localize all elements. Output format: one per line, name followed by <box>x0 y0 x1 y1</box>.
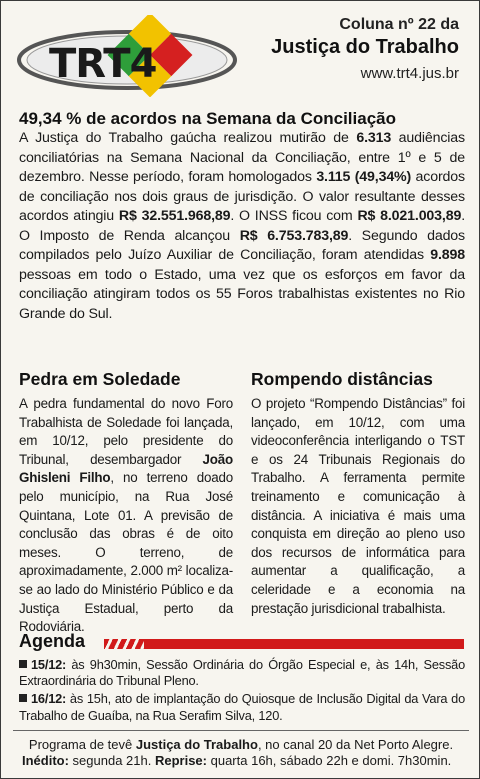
bullet-square-icon <box>19 694 27 702</box>
agenda-title: Agenda <box>19 631 86 651</box>
left-headline: Pedra em Soledade <box>19 369 181 389</box>
main-article <box>19 108 465 324</box>
left-body: A pedra fundamental do novo Foro Trabalhista de Soledade foi lançada, em 10/12, pelo presidente do Tribunal, desembargador João Ghisleni Filho, no terreno doado pelo município, na Rua José Quintana, Lote 01. A previsão de conclusão das obras é de oito meses. O terreno, de aproximadamente, 2.000 m² localiza-se ao lado do Ministério Público e da Justiça Estadual, perto da Rodoviária. <box>19 396 233 635</box>
main-body: A Justiça do Trabalho gaúcha realizou mutirão de 6.313 audiências conciliatórias na Semana Nacional da Conciliação, entre 1º e 5 de dezembro. Nesse período, foram homologados 3.115 (49,34%) acordos de conciliação nos dois graus de jurisdição. O valor resultante desses acordos atingiu R$ 32.551.968,89. O INSS ficou com R$ 8.021.003,89. O Imposto de Renda alcançou R$ 6.753.783,89. Segundo dados compilados pelo Juízo Auxiliar de Conciliação, foram atendidas 9.898 pessoas em todo o Estado, uma vez que os esforços em favor da conciliação atingiram todos os 55 Foros trabalhistas existentes no Rio Grande do Sul. <box>19 130 465 322</box>
column-title <box>271 15 459 85</box>
footer-line-1: Programa de tevê Justiça do Trabalho, no canal 20 da Net Porto Alegre. <box>28 737 454 752</box>
right-article <box>251 367 465 618</box>
column-name: Justiça do Trabalho <box>271 36 459 58</box>
right-body: O projeto “Rompendo Distâncias” foi lançado, em 10/12, com uma videoconferência interligando o TST e os 24 Tribunais Regionais do Trabalho. A ferramenta permite treinamento e comunicação à distância. A iniciativa é mais uma conquista em direção ao pleno uso dos recursos de informática para aumentar a qualificação, a celeridade e a economia na prestação jurisdicional trabalhista. <box>251 396 465 616</box>
right-headline: Rompendo distâncias <box>251 369 433 389</box>
header <box>1 1 480 105</box>
agenda-list <box>19 657 465 726</box>
agenda-item: 15/12: às 9h30min, Sessão Ordinária do Órgão Especial e, às 14h, Sessão Extraordinária do Tribunal Pleno. <box>19 657 465 689</box>
main-headline: 49,34 % de acordos na Semana da Conciliação <box>19 109 396 128</box>
column-number: Coluna nº 22 da <box>339 16 459 33</box>
website-link[interactable]: www.trt4.jus.br <box>360 65 459 82</box>
bullet-square-icon <box>19 660 27 668</box>
agenda-header <box>19 633 465 655</box>
left-article <box>19 367 233 637</box>
agenda-item: 16/12: às 15h, ato de implantação do Quiosque de Inclusão Digital da Vara do Trabalho de Guaíba, na Rua Serafim Silva, 120. <box>19 691 465 723</box>
tv-program-footer <box>13 730 469 772</box>
trt4-logo-graphic <box>15 15 240 97</box>
agenda-decorative-bar <box>104 639 464 649</box>
footer-line-2: Inédito: segunda 21h. Reprise: quarta 16h, sábado 22h e domi. 7h30min. <box>22 753 452 768</box>
trt4-logo <box>15 15 240 97</box>
logo-text: TRT4 <box>49 41 157 87</box>
